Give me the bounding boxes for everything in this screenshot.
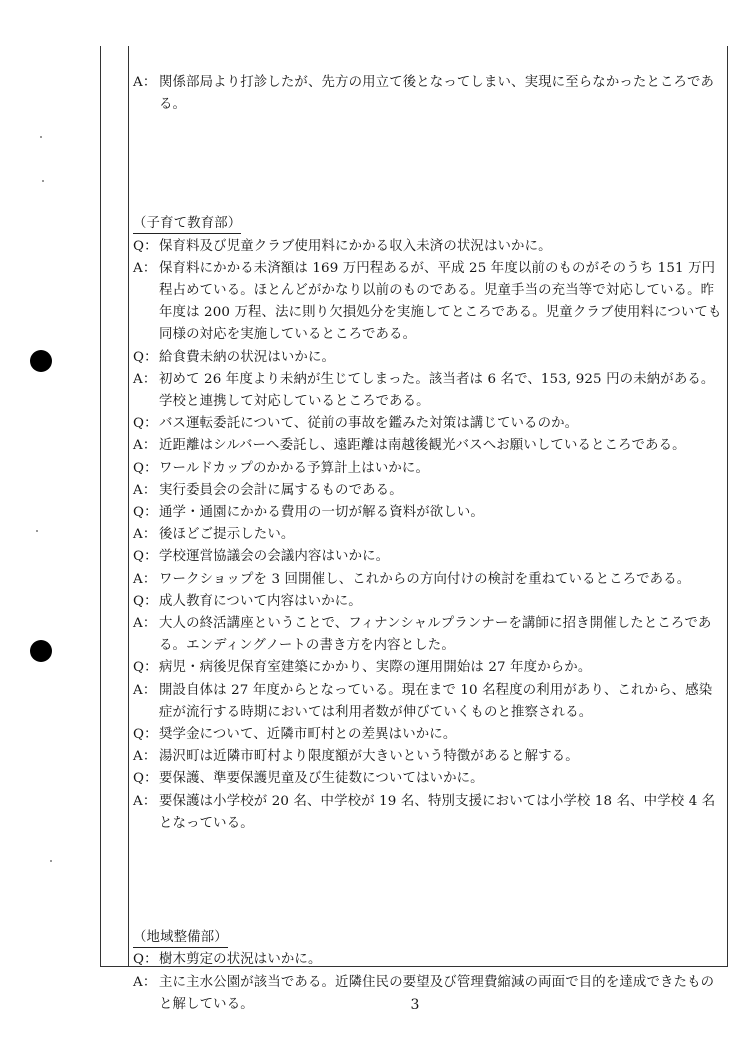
entry-text: 近距離はシルバーへ委託し、遠距離は南越後観光バスへお願いしているところである。 xyxy=(159,438,686,454)
entry-label: A： xyxy=(133,749,157,765)
entry-label: Q： xyxy=(133,238,158,254)
entry-label: A： xyxy=(133,260,157,276)
entry-text: 給食費未納の状況はいかに。 xyxy=(159,349,336,365)
entry-label: A： xyxy=(133,974,157,990)
section-kosodate xyxy=(133,213,723,835)
qa-entry xyxy=(133,791,723,835)
entry-text: 関係部局より打診したが、先方の用立て後となってしまい、実現に至らなかったところである。 xyxy=(159,75,715,113)
entry-label: A： xyxy=(133,682,157,698)
entry-label: A： xyxy=(133,571,157,587)
entry-label: Q： xyxy=(133,460,158,476)
qa-entry xyxy=(133,569,723,591)
qa-entry xyxy=(133,72,723,116)
scan-speck xyxy=(36,530,38,532)
entry-label: Q： xyxy=(133,727,158,743)
section-heading: （地域整備部） xyxy=(133,928,228,948)
entry-text: 湯沢町は近隣市町村より限度額が大きいという特徴があると解する。 xyxy=(159,749,579,765)
entry-text: 初めて 26 年度より未納が生じてしまった。該当者は 6 名で、153, 925 円の未納がある。学校と連携して対応しているところである。 xyxy=(159,371,715,410)
entry-label: A： xyxy=(133,482,157,498)
entry-text: 学校運営協議会の会議内容はいかに。 xyxy=(159,549,390,565)
entry-label: Q： xyxy=(133,549,158,565)
qa-entry xyxy=(133,458,723,480)
entry-text: 後ほどご提示したい。 xyxy=(159,527,295,543)
scan-speck xyxy=(50,860,52,862)
qa-entry xyxy=(133,768,723,790)
entry-label: Q： xyxy=(133,593,158,609)
qa-entry xyxy=(133,546,723,568)
entry-text: 実行委員会の会計に属するものである。 xyxy=(159,482,403,498)
entry-label: Q： xyxy=(133,416,158,432)
entry-label: A： xyxy=(133,438,157,454)
label-column-divider xyxy=(128,46,129,967)
qa-entry xyxy=(133,680,723,724)
page-number: 3 xyxy=(410,997,420,1013)
entry-text: バス運転委託について、従前の事故を鑑みた対策は講じているのか。 xyxy=(159,416,579,432)
qa-entry xyxy=(133,236,723,258)
qa-entry xyxy=(133,347,723,369)
entry-text: 通学・通園にかかる費用の一切が解る資料が欲しい。 xyxy=(159,505,484,521)
entry-text: 主に主水公園が該当である。近隣住民の要望及び管理費縮減の両面で目的を達成できたものと解している。 xyxy=(159,974,715,1012)
entry-label: Q： xyxy=(133,952,158,968)
entry-label: A： xyxy=(133,371,157,387)
entry-text: 開設自体は 27 年度からとなっている。現在まで 10 名程度の利用があり、これから、感染症が流行する時期においては利用者数が伸びていくものと推察される。 xyxy=(159,682,713,720)
entry-text: 保育料及び児童クラブ使用料にかかる収入未済の状況はいかに。 xyxy=(159,238,552,254)
binder-hole-mark xyxy=(30,350,52,372)
qa-entry xyxy=(133,258,723,347)
entry-label: Q： xyxy=(133,505,158,521)
entry-text: 要保護、準要保護児童及び生徒数についてはいかに。 xyxy=(159,771,484,787)
entry-label: Q： xyxy=(133,660,158,676)
entry-text: 奨学金について、近隣市町村との差異はいかに。 xyxy=(159,727,457,743)
qa-entry xyxy=(133,435,723,457)
section-heading: （子育て教育部） xyxy=(133,214,241,234)
qa-entry xyxy=(133,369,723,413)
entry-text: ワークショップを 3 回開催し、これからの方向付けの検討を重ねているところである。 xyxy=(159,571,691,587)
entry-label: Q： xyxy=(133,771,158,787)
qa-entry xyxy=(133,949,723,971)
entry-text: 保育料にかかる未済額は 169 万円程あるが、平成 25 年度以前のものがそのうち 151 万円程占めている。ほとんどがかなり以前のものである。児童手当の充当等で対応している。昨年度は 200 万程、法に則り欠損処分を実施してところである。児童クラブ使用料についても同様の対応を実施しているところである。 xyxy=(159,260,722,343)
entry-text: 病児・病後児保育室建築にかかり、実際の運用開始は 27 年度からか。 xyxy=(159,660,592,676)
qa-entry xyxy=(133,657,723,679)
qa-entry xyxy=(133,480,723,502)
qa-entry xyxy=(133,502,723,524)
qa-entry xyxy=(133,524,723,546)
qa-entry xyxy=(133,413,723,435)
entry-label: A： xyxy=(133,793,157,809)
minutes-content xyxy=(133,72,723,1016)
entry-text: 要保護は小学校が 20 名、中学校が 19 名、特別支援においては小学校 18 名、中学校 4 名となっている。 xyxy=(159,793,716,831)
entry-label: A： xyxy=(133,75,157,90)
qa-entry xyxy=(133,746,723,768)
entry-text: 成人教育について内容はいかに。 xyxy=(159,593,362,609)
scan-speck xyxy=(40,136,42,138)
entry-label: A： xyxy=(133,527,157,543)
scan-speck xyxy=(42,180,44,182)
qa-entry xyxy=(133,591,723,613)
entry-text: 大人の終活講座ということで、フィナンシャルプランナーを講師に招き開催したところである。エンディングノートの書き方を内容とした。 xyxy=(159,616,712,654)
qa-entry xyxy=(133,724,723,746)
binder-hole-mark xyxy=(30,640,52,662)
entry-label: A： xyxy=(133,616,157,632)
entry-text: 樹木剪定の状況はいかに。 xyxy=(159,952,322,968)
entry-label: Q： xyxy=(133,349,158,365)
qa-entry xyxy=(133,613,723,657)
entry-text: ワールドカップのかかる予算計上はいかに。 xyxy=(159,460,430,476)
